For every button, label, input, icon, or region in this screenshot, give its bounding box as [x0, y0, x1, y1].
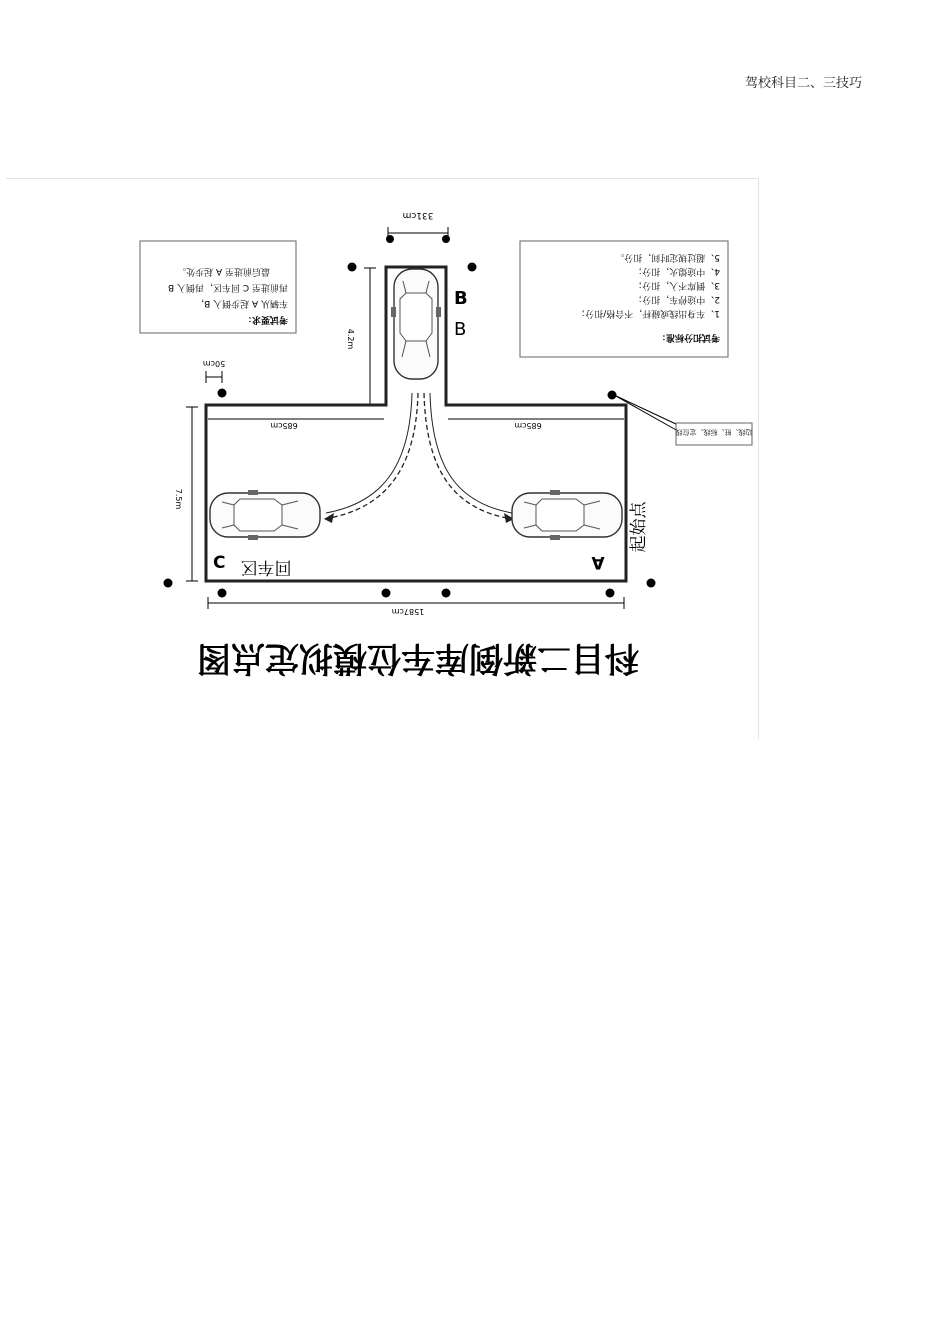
pole-marker [442, 589, 451, 598]
requirements-line: 再前进至 C 回车区，再倒入 B [167, 282, 288, 292]
label-b-bold: B [454, 288, 468, 309]
path-left-solid [326, 393, 412, 513]
pole-marker [386, 235, 394, 243]
dimension-label: 331cm [402, 210, 434, 220]
label-c: C [213, 553, 226, 573]
requirements-line: 车辆从 A 起步倒入 B， [195, 298, 288, 308]
callout-text: 边线、桩、标线、定位线 [675, 428, 753, 436]
arrow-head [324, 513, 334, 523]
dimension-label: 1587cm [391, 607, 425, 616]
label-c-suffix: 回车区 [240, 557, 292, 577]
dimension-label: 4.2m [346, 328, 355, 350]
diagram-title: 科目二新倒库车位模拟定点图 [197, 638, 639, 678]
scoring-title: 考试扣分标准： [656, 332, 720, 342]
figure-frame [6, 178, 759, 739]
label-b-plain: B [454, 319, 467, 340]
pole-marker [606, 589, 615, 598]
scoring-line: 1、车身出线或碰杆，不合格/扣分； [576, 308, 720, 318]
pole-marker [348, 263, 357, 272]
dimension-left-span [208, 419, 384, 430]
pole-marker [382, 589, 391, 598]
pole-marker [647, 579, 656, 588]
path-left [324, 393, 418, 519]
scoring-line: 3、倒库不入，扣分； [633, 280, 720, 290]
pole-marker [442, 235, 450, 243]
dimension-yard-height [174, 407, 198, 581]
requirements-box [140, 241, 296, 333]
path-right [424, 393, 512, 519]
scoring-line: 2、中途停车，扣分； [633, 294, 720, 304]
label-a: A [591, 552, 605, 572]
callout [614, 395, 753, 445]
scoring-box [520, 241, 728, 357]
requirements-line: 最后前进至 A 起步处。 [177, 266, 270, 276]
pole-marker [218, 389, 227, 398]
dimension-garage-depth [346, 268, 376, 405]
car-a [512, 490, 622, 540]
scoring-line: 5、超过规定时间，扣分。 [615, 252, 720, 262]
car-c [210, 490, 320, 540]
dimension-label: 685cm [270, 421, 298, 430]
requirements-title: 考试要求： [242, 314, 288, 324]
car-b [391, 269, 441, 379]
dimension-label: 50cm [202, 359, 226, 368]
dimension-bottom [208, 597, 624, 616]
path-right-solid [430, 393, 512, 513]
dimension-left-gap [203, 359, 226, 383]
pole-marker [468, 263, 477, 272]
dimension-right-span [448, 419, 624, 430]
dimension-top [388, 210, 448, 239]
dimension-label: 7.5m [174, 488, 183, 510]
page-header: 驾校科目二、三技巧 [744, 76, 862, 91]
scoring-line: 4、中途熄火，扣分； [633, 266, 720, 276]
pole-marker [164, 579, 173, 588]
dimension-label: 685cm [514, 421, 542, 430]
pole-marker [218, 589, 227, 598]
parking-diagram [6, 179, 758, 739]
side-label: 起始点 [629, 501, 649, 553]
